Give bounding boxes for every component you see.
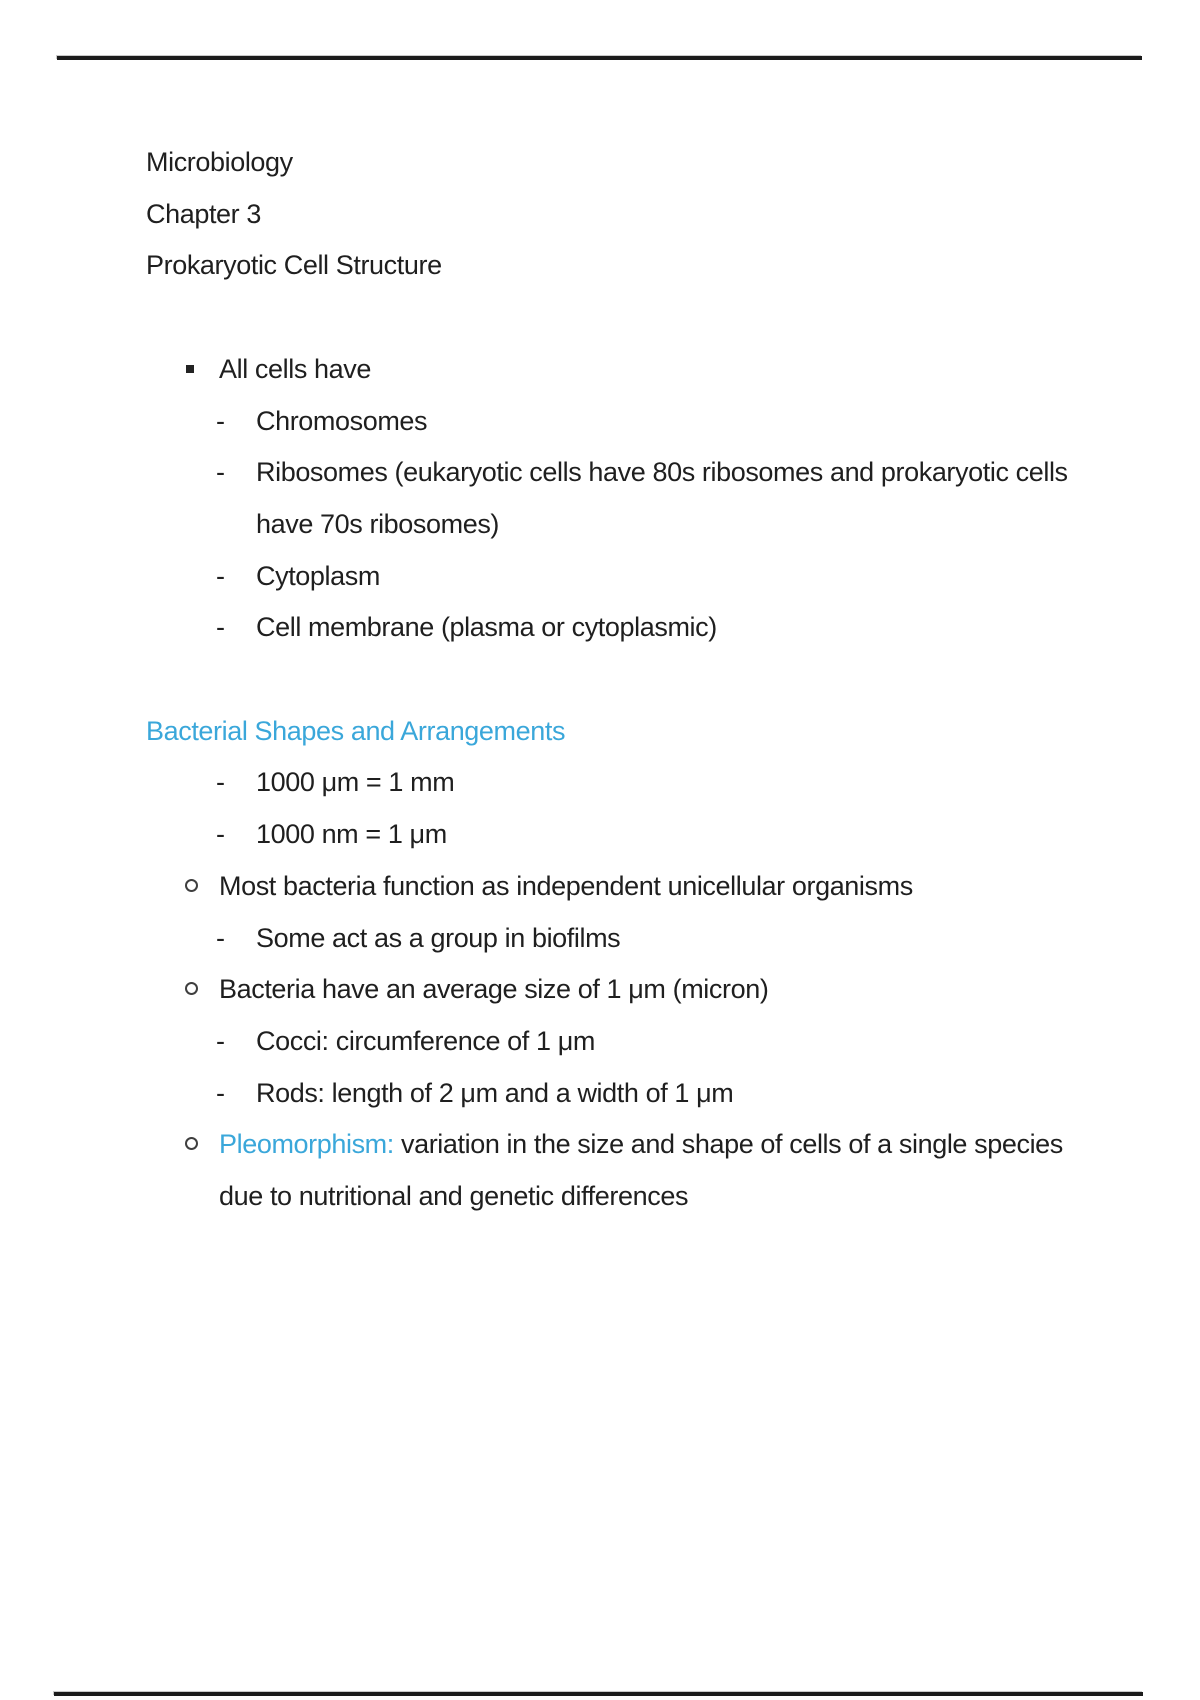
bullet-text-composite bbox=[219, 1118, 1063, 1170]
bullet-most-bacteria bbox=[0, 860, 1200, 912]
sub-bullet-ribosomes-wrap bbox=[0, 498, 1200, 550]
sub-bullet-nm-um bbox=[0, 808, 1200, 860]
dash-bullet-icon: - bbox=[216, 819, 225, 850]
sub-bullet-um-mm bbox=[0, 756, 1200, 808]
sub-bullet-text: Chromosomes bbox=[256, 405, 428, 436]
title-line-2 bbox=[0, 188, 1200, 240]
bullet-pleomorphism bbox=[0, 1118, 1200, 1170]
dash-bullet-icon: - bbox=[216, 1077, 225, 1108]
doc-title: Microbiology bbox=[146, 147, 293, 177]
section-heading: Bacterial Shapes and Arrangements bbox=[146, 715, 566, 746]
section-heading-line bbox=[0, 705, 1200, 757]
sub-bullet-cocci bbox=[0, 1015, 1200, 1067]
bullet-text: Bacteria have an average size of 1 μm (micron) bbox=[219, 974, 769, 1005]
title-line-3 bbox=[0, 239, 1200, 291]
sub-bullet-text-continued: have 70s ribosomes) bbox=[256, 508, 500, 539]
top-border-rule bbox=[57, 56, 1142, 60]
dash-bullet-icon: - bbox=[216, 922, 225, 953]
sub-bullet-rods bbox=[0, 1067, 1200, 1119]
sub-bullet-text: Ribosomes (eukaryotic cells have 80s ribosomes and prokaryotic cells bbox=[256, 457, 1068, 488]
sub-bullet-ribosomes bbox=[0, 446, 1200, 498]
title-line-1 bbox=[0, 136, 1200, 188]
dash-bullet-icon: - bbox=[216, 457, 225, 488]
dash-bullet-icon: - bbox=[216, 612, 225, 643]
dash-bullet-icon: - bbox=[216, 1025, 225, 1056]
sub-bullet-text: 1000 μm = 1 mm bbox=[256, 767, 455, 798]
doc-subtitle: Prokaryotic Cell Structure bbox=[146, 250, 442, 281]
keyword-pleomorphism: Pleomorphism: bbox=[219, 1129, 394, 1160]
sub-bullet-text: Cell membrane (plasma or cytoplasmic) bbox=[256, 612, 717, 643]
bullet-text-continued: due to nutritional and genetic differences bbox=[219, 1181, 689, 1211]
square-bullet-icon bbox=[186, 365, 194, 373]
doc-chapter: Chapter 3 bbox=[146, 198, 261, 229]
sub-bullet-text: Rods: length of 2 μm and a width of 1 μm bbox=[256, 1077, 734, 1108]
bullet-text: variation in the size and shape of cells of a single species bbox=[393, 1129, 1063, 1160]
sub-bullet-text: Some act as a group in biofilms bbox=[256, 922, 621, 953]
dash-bullet-icon: - bbox=[216, 767, 225, 798]
bullet-pleomorphism-wrap bbox=[0, 1170, 1200, 1222]
bullet-text: All cells have bbox=[219, 353, 371, 384]
bottom-border-rule bbox=[54, 1692, 1143, 1696]
sub-bullet-biofilms bbox=[0, 912, 1200, 964]
dash-bullet-icon: - bbox=[216, 405, 225, 436]
sub-bullet-cell-membrane bbox=[0, 601, 1200, 653]
sub-bullet-text: Cocci: circumference of 1 μm bbox=[256, 1025, 595, 1056]
sub-bullet-text: Cytoplasm bbox=[256, 560, 380, 591]
sub-bullet-cytoplasm bbox=[0, 550, 1200, 602]
circle-bullet-icon bbox=[185, 982, 198, 995]
circle-bullet-icon bbox=[185, 1137, 198, 1150]
sub-bullet-text: 1000 nm = 1 μm bbox=[256, 819, 447, 850]
sub-bullet-chromosomes bbox=[0, 395, 1200, 447]
bullet-all-cells-have bbox=[0, 343, 1200, 395]
bullet-average-size bbox=[0, 963, 1200, 1015]
bullet-text: Most bacteria function as independent unicellular organisms bbox=[219, 870, 913, 901]
circle-bullet-icon bbox=[185, 879, 198, 892]
dash-bullet-icon: - bbox=[216, 560, 225, 591]
